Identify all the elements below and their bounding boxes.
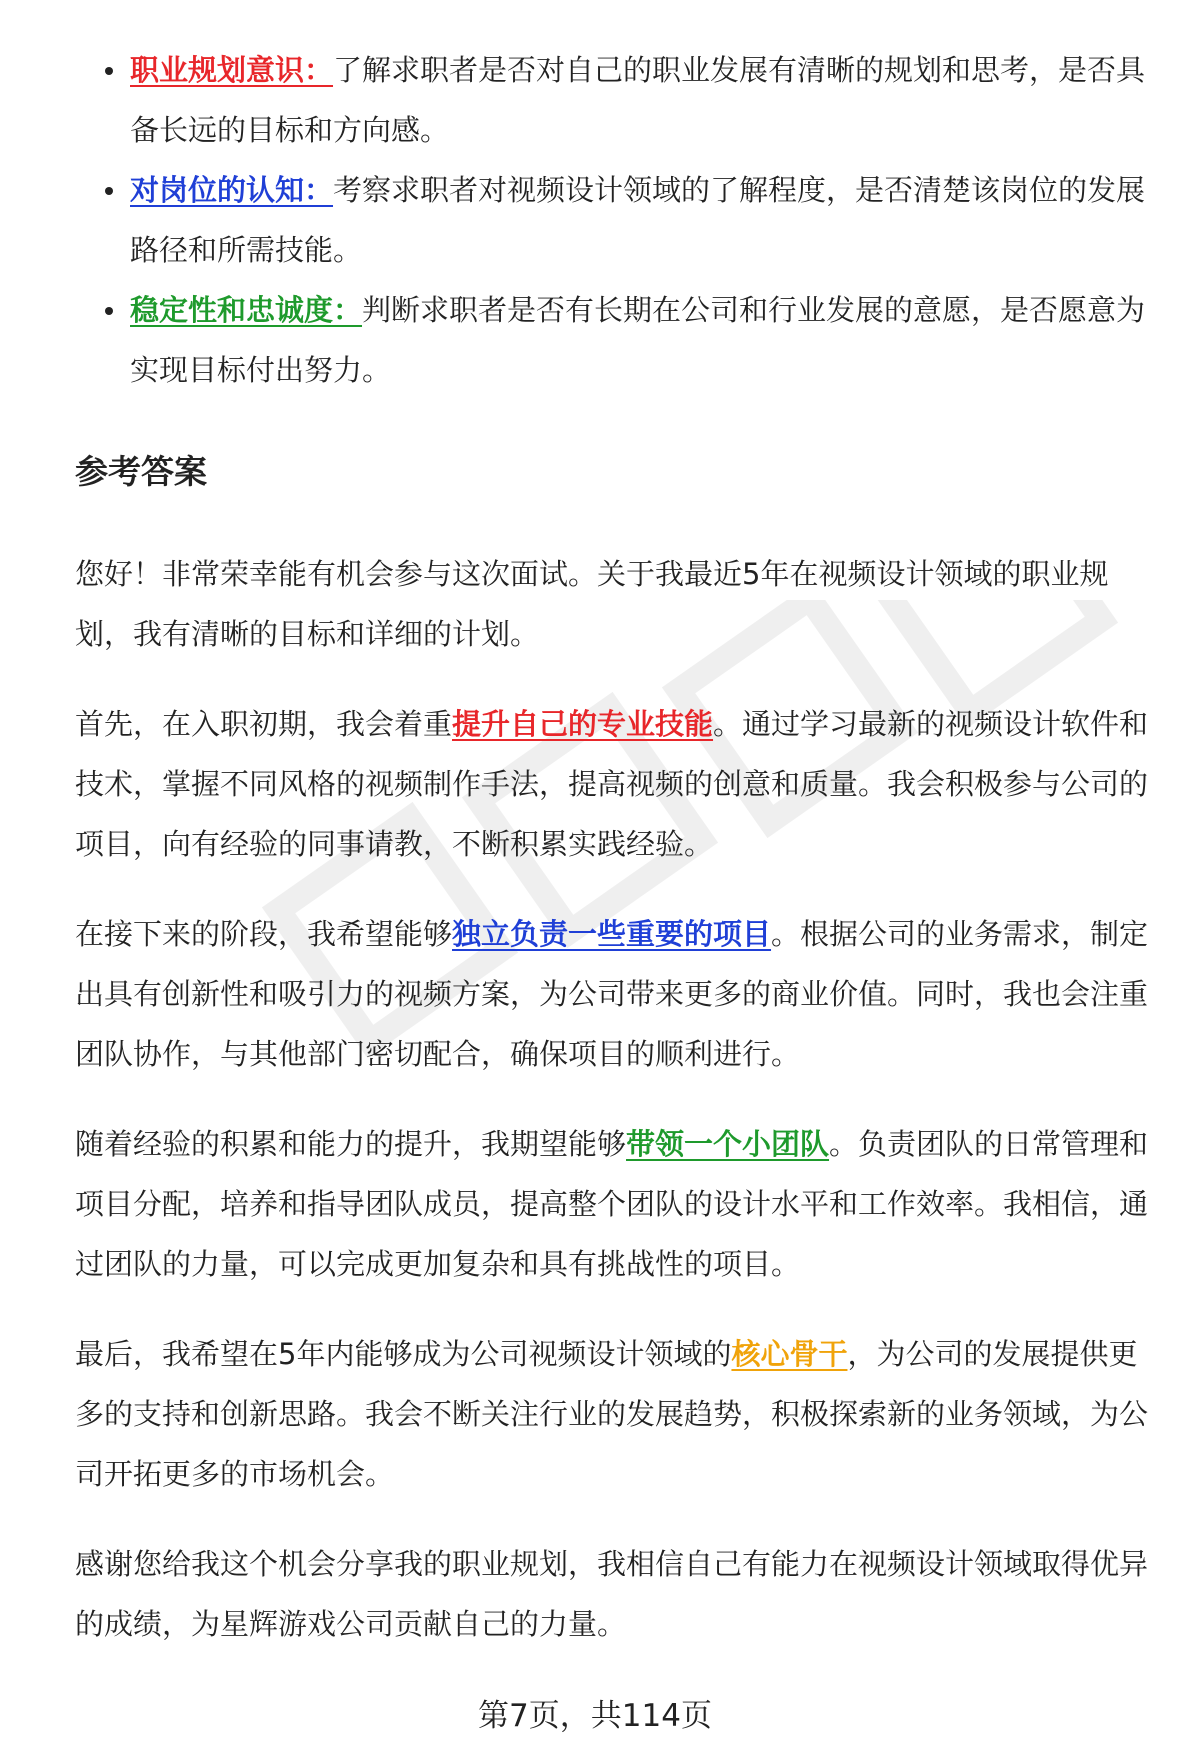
answer-paragraph-intro bbox=[75, 544, 1165, 664]
criteria-item-career-planning bbox=[75, 40, 1165, 160]
answer-paragraph-core bbox=[75, 1324, 1165, 1504]
criteria-text: 考察求职者对视频设计领域的了解程度，是否清楚该岗位的发展路径和所需技能。 bbox=[130, 173, 1146, 267]
paragraph-text: ，为公司的发展提供更多的支持和创新思路。我会不断关注行业的发展趋势，积极探索新的业务领域，为公司开拓更多的市场机会。 bbox=[75, 1337, 1149, 1491]
answer-paragraph-projects bbox=[75, 904, 1165, 1084]
bullet-dot bbox=[105, 67, 113, 75]
criteria-keyword: 职业规划意识： bbox=[130, 53, 334, 87]
highlight-phrase: 提升自己的专业技能 bbox=[452, 707, 714, 741]
page-content bbox=[75, 40, 1165, 1654]
criteria-list bbox=[75, 40, 1165, 400]
page-number: 第7页，共114页 bbox=[478, 1698, 712, 1734]
criteria-keyword: 对岗位的认知： bbox=[130, 173, 334, 207]
criteria-text: 判断求职者是否有长期在公司和行业发展的意愿，是否愿意为实现目标付出努力。 bbox=[130, 293, 1146, 387]
criteria-keyword: 稳定性和忠诚度： bbox=[130, 293, 363, 327]
paragraph-text: 随着经验的积累和能力的提升，我期望能够 bbox=[75, 1127, 627, 1161]
criteria-text: 了解求职者是否对自己的职业发展有清晰的规划和思考，是否具备长远的目标和方向感。 bbox=[130, 53, 1146, 147]
paragraph-text: 在接下来的阶段，我希望能够 bbox=[75, 917, 453, 951]
bullet-dot bbox=[105, 187, 113, 195]
paragraph-text: 首先，在入职初期，我会着重 bbox=[75, 707, 453, 741]
answer-paragraph-team bbox=[75, 1114, 1165, 1294]
highlight-phrase: 核心骨干 bbox=[731, 1337, 848, 1371]
bullet-dot bbox=[105, 307, 113, 315]
paragraph-text: 。负责团队的日常管理和项目分配，培养和指导团队成员，提高整个团队的设计水平和工作效率。我相信，通过团队的力量，可以完成更加复杂和具有挑战性的项目。 bbox=[75, 1127, 1149, 1281]
answer-paragraph-closing bbox=[75, 1534, 1165, 1654]
criteria-item-role-awareness bbox=[75, 160, 1165, 280]
paragraph-text: 最后，我希望在5年内能够成为公司视频设计领域的 bbox=[75, 1337, 732, 1371]
paragraph-text: 。根据公司的业务需求，制定出具有创新性和吸引力的视频方案，为公司带来更多的商业价值。同时，我也会注重团队协作，与其他部门密切配合，确保项目的顺利进行。 bbox=[75, 917, 1149, 1071]
section-title: 参考答案 bbox=[75, 452, 207, 491]
paragraph-text: 您好！非常荣幸能有机会参与这次面试。关于我最近5年在视频设计领域的职业规划，我有清晰的目标和详细的计划。 bbox=[75, 557, 1109, 651]
paragraph-text: 感谢您给我这个机会分享我的职业规划，我相信自己有能力在视频设计领域取得优异的成绩，为星辉游戏公司贡献自己的力量。 bbox=[75, 1547, 1149, 1641]
highlight-phrase: 独立负责一些重要的项目 bbox=[452, 917, 772, 951]
answer-paragraph-skills bbox=[75, 694, 1165, 874]
criteria-item-stability-loyalty bbox=[75, 280, 1165, 400]
highlight-phrase: 带领一个小团队 bbox=[626, 1127, 830, 1161]
paragraph-text: 。通过学习最新的视频设计软件和技术，掌握不同风格的视频制作手法，提高视频的创意和质量。我会积极参与公司的项目，向有经验的同事请教，不断积累实践经验。 bbox=[75, 707, 1149, 861]
